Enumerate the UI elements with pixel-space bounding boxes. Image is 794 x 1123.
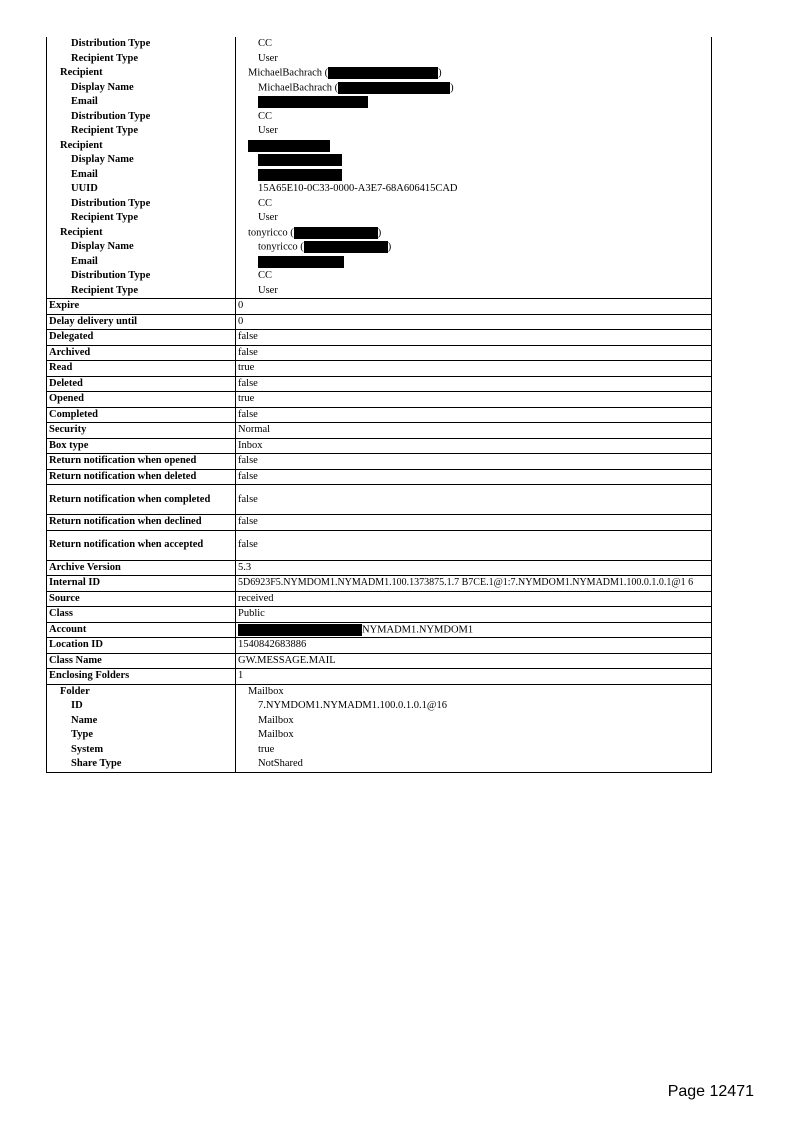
redaction-box — [258, 96, 368, 108]
property-value: 5.3 — [236, 560, 712, 576]
property-value: User — [236, 284, 712, 299]
table-row — [47, 110, 712, 125]
table-row — [47, 37, 712, 52]
property-key: UUID — [47, 182, 236, 197]
value-suffix: ) — [438, 67, 442, 79]
table-row — [47, 638, 712, 654]
property-value: Mailbox — [236, 714, 712, 729]
property-key: Recipient Type — [47, 211, 236, 226]
page-number: Page 12471 — [667, 1083, 754, 1100]
property-value — [236, 255, 712, 270]
property-key: Distribution Type — [47, 269, 236, 284]
property-value — [236, 153, 712, 168]
table-row — [47, 269, 712, 284]
property-value: true — [236, 743, 712, 758]
property-value: false — [236, 485, 712, 515]
property-value: CC — [236, 110, 712, 125]
table-row — [47, 530, 712, 560]
redaction-box — [338, 82, 450, 94]
table-row — [47, 314, 712, 330]
property-value: CC — [236, 37, 712, 52]
property-key: Source — [47, 591, 236, 607]
property-key: Return notification when opened — [47, 454, 236, 470]
table-row — [47, 699, 712, 714]
property-value: 7.NYMDOM1.NYMADM1.100.0.1.0.1@16 — [236, 699, 712, 714]
property-key: Location ID — [47, 638, 236, 654]
table-row — [47, 124, 712, 139]
value-text: MichaelBachrach ( — [248, 67, 329, 79]
table-row — [47, 52, 712, 67]
table-row — [47, 728, 712, 743]
property-value: true — [236, 361, 712, 377]
property-value: false — [236, 345, 712, 361]
property-key: Recipient — [47, 66, 236, 81]
property-key: Email — [47, 168, 236, 183]
property-key: Return notification when accepted — [47, 530, 236, 560]
table-row — [47, 485, 712, 515]
property-value: CC — [236, 269, 712, 284]
property-value: User — [236, 52, 712, 67]
property-key: Class — [47, 607, 236, 623]
property-value: 1540842683886 — [236, 638, 712, 654]
value-text: MichaelBachrach ( — [258, 81, 339, 93]
value-text: tonyricco ( — [248, 226, 294, 238]
table-row — [47, 607, 712, 623]
table-row — [47, 182, 712, 197]
redaction-box — [304, 241, 388, 253]
property-value — [236, 168, 712, 183]
property-value: 0 — [236, 299, 712, 315]
table-row — [47, 226, 712, 241]
table-row — [47, 515, 712, 531]
property-value: false — [236, 407, 712, 423]
table-row — [47, 168, 712, 183]
property-key: Recipient — [47, 139, 236, 154]
property-key: Return notification when completed — [47, 485, 236, 515]
property-value: false — [236, 376, 712, 392]
table-row — [47, 392, 712, 408]
redaction-box — [294, 227, 378, 239]
table-row — [47, 591, 712, 607]
table-row — [47, 757, 712, 772]
table-row — [47, 622, 712, 638]
property-key: Type — [47, 728, 236, 743]
table-row — [47, 330, 712, 346]
value-suffix: ) — [450, 81, 454, 93]
table-row — [47, 560, 712, 576]
property-key: Display Name — [47, 81, 236, 96]
property-value: false — [236, 469, 712, 485]
value-suffix: ) — [377, 226, 382, 238]
property-key: Class Name — [47, 653, 236, 669]
property-value: received — [236, 591, 712, 607]
property-value: Public — [236, 607, 712, 623]
property-key: Expire — [47, 299, 236, 315]
property-key: Recipient Type — [47, 52, 236, 67]
property-value: Inbox — [236, 438, 712, 454]
table-row — [47, 284, 712, 299]
property-value: 0 — [236, 314, 712, 330]
property-key: Distribution Type — [47, 197, 236, 212]
table-row — [47, 669, 712, 685]
property-value: 15A65E10-0C33-0000-A3E7-68A606415CAD — [236, 182, 712, 197]
property-value — [236, 66, 712, 81]
table-row — [47, 153, 712, 168]
property-value: User — [236, 124, 712, 139]
table-row — [47, 576, 712, 592]
table-row — [47, 714, 712, 729]
property-value: Normal — [236, 423, 712, 439]
property-key: Share Type — [47, 757, 236, 772]
property-key: Display Name — [47, 153, 236, 168]
table-row — [47, 81, 712, 96]
value-text: tonyricco ( — [258, 241, 304, 253]
table-row — [47, 66, 712, 81]
property-value: User — [236, 211, 712, 226]
table-row — [47, 469, 712, 485]
table-row — [47, 211, 712, 226]
property-key: Completed — [47, 407, 236, 423]
property-key: Enclosing Folders — [47, 669, 236, 685]
property-key: Delay delivery until — [47, 314, 236, 330]
table-row — [47, 299, 712, 315]
table-row — [47, 95, 712, 110]
property-value — [236, 81, 712, 96]
property-key: Read — [47, 361, 236, 377]
property-value: false — [236, 530, 712, 560]
property-key: System — [47, 743, 236, 758]
redaction-box — [258, 256, 344, 268]
property-key: ID — [47, 699, 236, 714]
property-key: Internal ID — [47, 576, 236, 592]
property-value: false — [236, 515, 712, 531]
property-value: 5D6923F5.NYMDOM1.NYMADM1.100.1373875.1.7 B7CE.1@1:7.NYMDOM1.NYMADM1.100.0.1.0.1@1 6 — [236, 576, 712, 592]
redaction-box — [328, 67, 438, 79]
property-key: Delegated — [47, 330, 236, 346]
table-row — [47, 255, 712, 270]
table-row — [47, 345, 712, 361]
property-key: Archived — [47, 345, 236, 361]
property-key: Deleted — [47, 376, 236, 392]
property-key: Folder — [47, 684, 236, 699]
property-value — [236, 139, 712, 154]
property-value: true — [236, 392, 712, 408]
table-row — [47, 197, 712, 212]
redaction-box — [258, 154, 342, 166]
table-row — [47, 361, 712, 377]
property-key: Archive Version — [47, 560, 236, 576]
property-key: Distribution Type — [47, 110, 236, 125]
table-row — [47, 684, 712, 699]
property-value: NotShared — [236, 757, 712, 772]
property-key: Distribution Type — [47, 37, 236, 52]
property-key: Display Name — [47, 240, 236, 255]
table-row — [47, 139, 712, 154]
property-key: Box type — [47, 438, 236, 454]
table-row — [47, 423, 712, 439]
table-row — [47, 376, 712, 392]
property-value: false — [236, 330, 712, 346]
property-key: Recipient Type — [47, 124, 236, 139]
property-key: Recipient Type — [47, 284, 236, 299]
property-key: Recipient — [47, 226, 236, 241]
table-row — [47, 438, 712, 454]
property-value: Mailbox — [236, 684, 712, 699]
redaction-box — [258, 169, 342, 181]
property-value — [236, 95, 712, 110]
value-suffix: NYMADM1.NYMDOM1 — [362, 623, 474, 635]
table-row — [47, 454, 712, 470]
property-key: Security — [47, 423, 236, 439]
property-key: Email — [47, 255, 236, 270]
table-row — [47, 240, 712, 255]
property-key: Return notification when declined — [47, 515, 236, 531]
property-key: Opened — [47, 392, 236, 408]
table-row — [47, 743, 712, 758]
property-value: CC — [236, 197, 712, 212]
property-value: 1 — [236, 669, 712, 685]
property-value — [236, 622, 712, 638]
redaction-box — [248, 140, 330, 152]
property-value — [236, 226, 712, 241]
table-row — [47, 653, 712, 669]
property-value: GW.MESSAGE.MAIL — [236, 653, 712, 669]
property-key: Account — [47, 622, 236, 638]
property-key: Return notification when deleted — [47, 469, 236, 485]
property-key: Email — [47, 95, 236, 110]
property-value — [236, 240, 712, 255]
property-key: Name — [47, 714, 236, 729]
value-suffix: ) — [387, 241, 392, 253]
redaction-box — [238, 624, 362, 636]
property-value: Mailbox — [236, 728, 712, 743]
table-row — [47, 407, 712, 423]
property-value: false — [236, 454, 712, 470]
properties-table — [46, 37, 712, 773]
